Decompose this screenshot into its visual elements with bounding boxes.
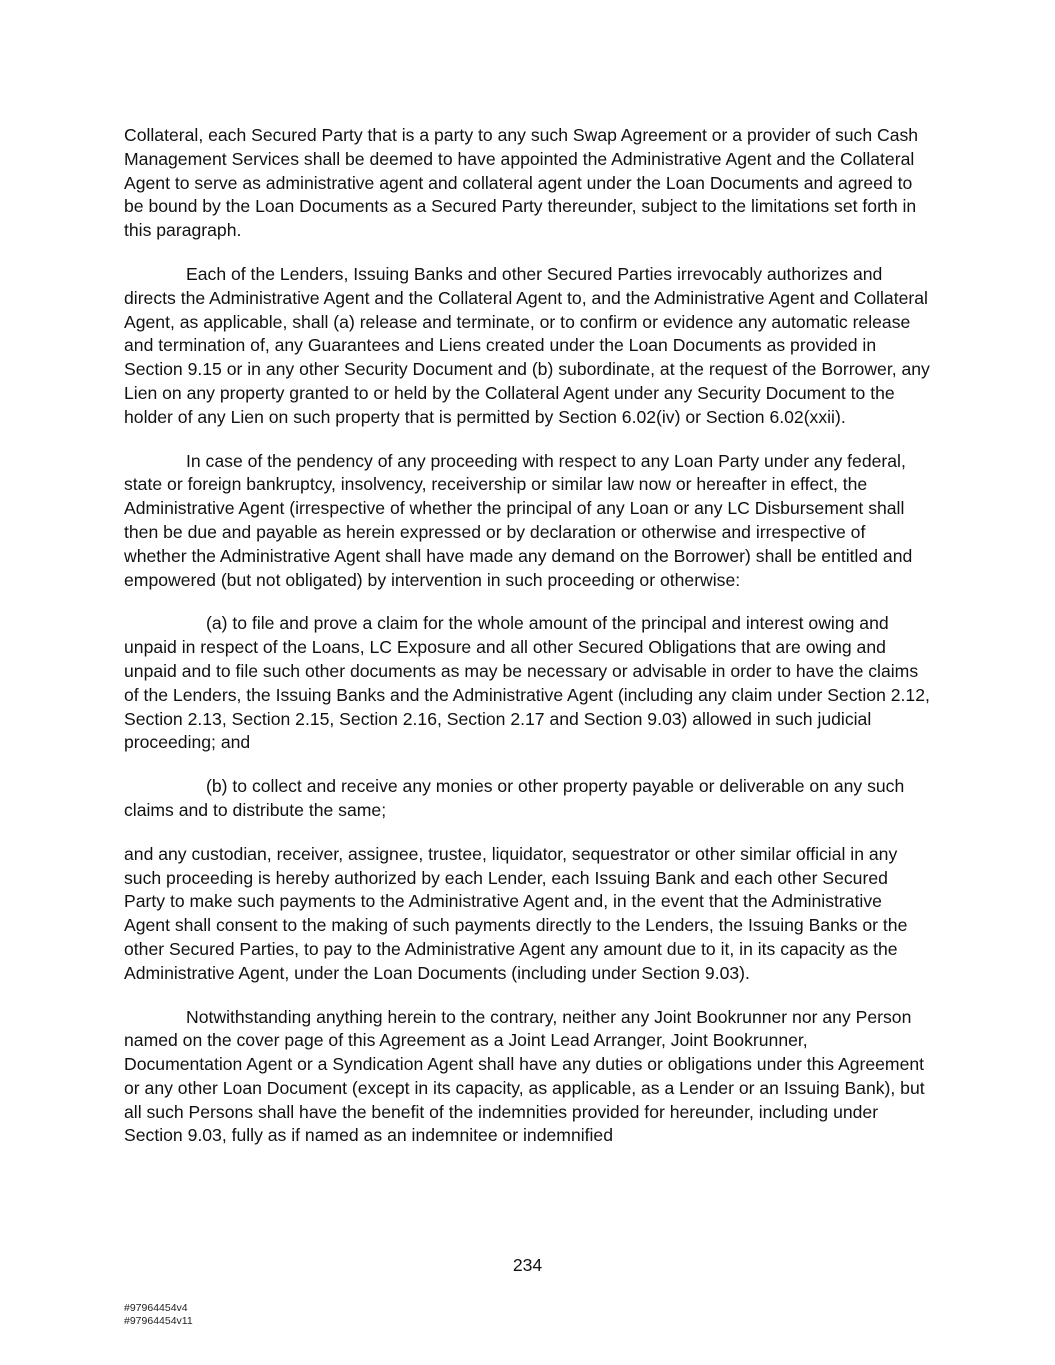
document-id: #97964454v11 bbox=[124, 1315, 193, 1327]
paragraph-notwithstanding: Notwithstanding anything herein to the contrary, neither any Joint Bookrunner nor any Person named on the cover page of this Agreement as a Joint Lead Arranger, Joint Bookrunner, Documentation Agent or a Syndication Agent shall have any duties or obligations under this Agreement or any other Loan Document (except in its capacity, as applicable, as a Lender or an Issuing Bank), but all such Persons shall have the benefit of the indemnities provided for hereunder, including under Section 9.03, fully as if named as an indemnitee or indemnified bbox=[124, 1006, 925, 1146]
paragraph-custodian-authorization: and any custodian, receiver, assignee, trustee, liquidator, sequestrator or other similar official in any such proceeding is hereby authorized by each Lender, each Issuing Bank and each other Secured Party to make such payments to the Administrative Agent and, in the event that the Administrative Agent shall consent to the making of such payments directly to the Lenders, the Issuing Banks or the other Secured Parties, to pay to the Administrative Agent any amount due to it, in its capacity as the Administrative Agent, under the Loan Documents (including under Section 9.03). bbox=[124, 843, 908, 983]
paragraph-release-authorization: Each of the Lenders, Issuing Banks and other Secured Parties irrevocably authorizes and directs the Administrative Agent and the Collateral Agent to, and the Administrative Agent and Collateral Agent, as applicable, shall (a) release and terminate, or to confirm or evidence any automatic release and termination of, any Guarantees and Liens created under the Loan Documents as provided in Section 9.15 or in any other Security Document and (b) subordinate, at the request of the Borrower, any Lien on any property granted to or held by the Collateral Agent under any Security Document to the holder of any Lien on such property that is permitted by Section 6.02(iv) or Section 6.02(xxii). bbox=[124, 263, 930, 427]
page-number: 234 bbox=[512, 1255, 543, 1275]
document-id: #97964454v4 bbox=[124, 1302, 188, 1314]
paragraph-proceeding-pendency: In case of the pendency of any proceeding with respect to any Loan Party under any federal, state or foreign bankruptcy, insolvency, receivership or similar law now or hereafter in effect, the Administrative Agent (irrespective of whether the principal of any Loan or any LC Disbursement shall then be due and payable as herein expressed or by declaration or otherwise and irrespective of whether the Administrative Agent shall have made any demand on the Borrower) shall be entitled and empowered (but not obligated) by intervention in such proceeding or otherwise: bbox=[124, 450, 913, 590]
document-identifiers bbox=[124, 1302, 193, 1328]
document-body bbox=[124, 124, 930, 1168]
paragraph-item-a: (a) to file and prove a claim for the whole amount of the principal and interest owing and unpaid in respect of the Loans, LC Exposure and all other Secured Obligations that are owing and unpaid and to file such other documents as may be necessary or advisable in order to have the claims of the Lenders, the Issuing Banks and the Administrative Agent (including any claim under Section 2.12, Section 2.13, Section 2.15, Section 2.16, Section 2.17 and Section 9.03) allowed in such judicial proceeding; and bbox=[124, 613, 930, 753]
paragraph-collateral-continuation: Collateral, each Secured Party that is a party to any such Swap Agreement or a provider of such Cash Management Services shall be deemed to have appointed the Administrative Agent and the Collateral Agent to serve as administrative agent and collateral agent under the Loan Documents and agreed to be bound by the Loan Documents as a Secured Party thereunder, subject to the limitations set forth in this paragraph. bbox=[124, 125, 919, 241]
paragraph-item-b: (b) to collect and receive any monies or other property payable or deliverable on any such claims and to distribute the same; bbox=[124, 776, 905, 820]
